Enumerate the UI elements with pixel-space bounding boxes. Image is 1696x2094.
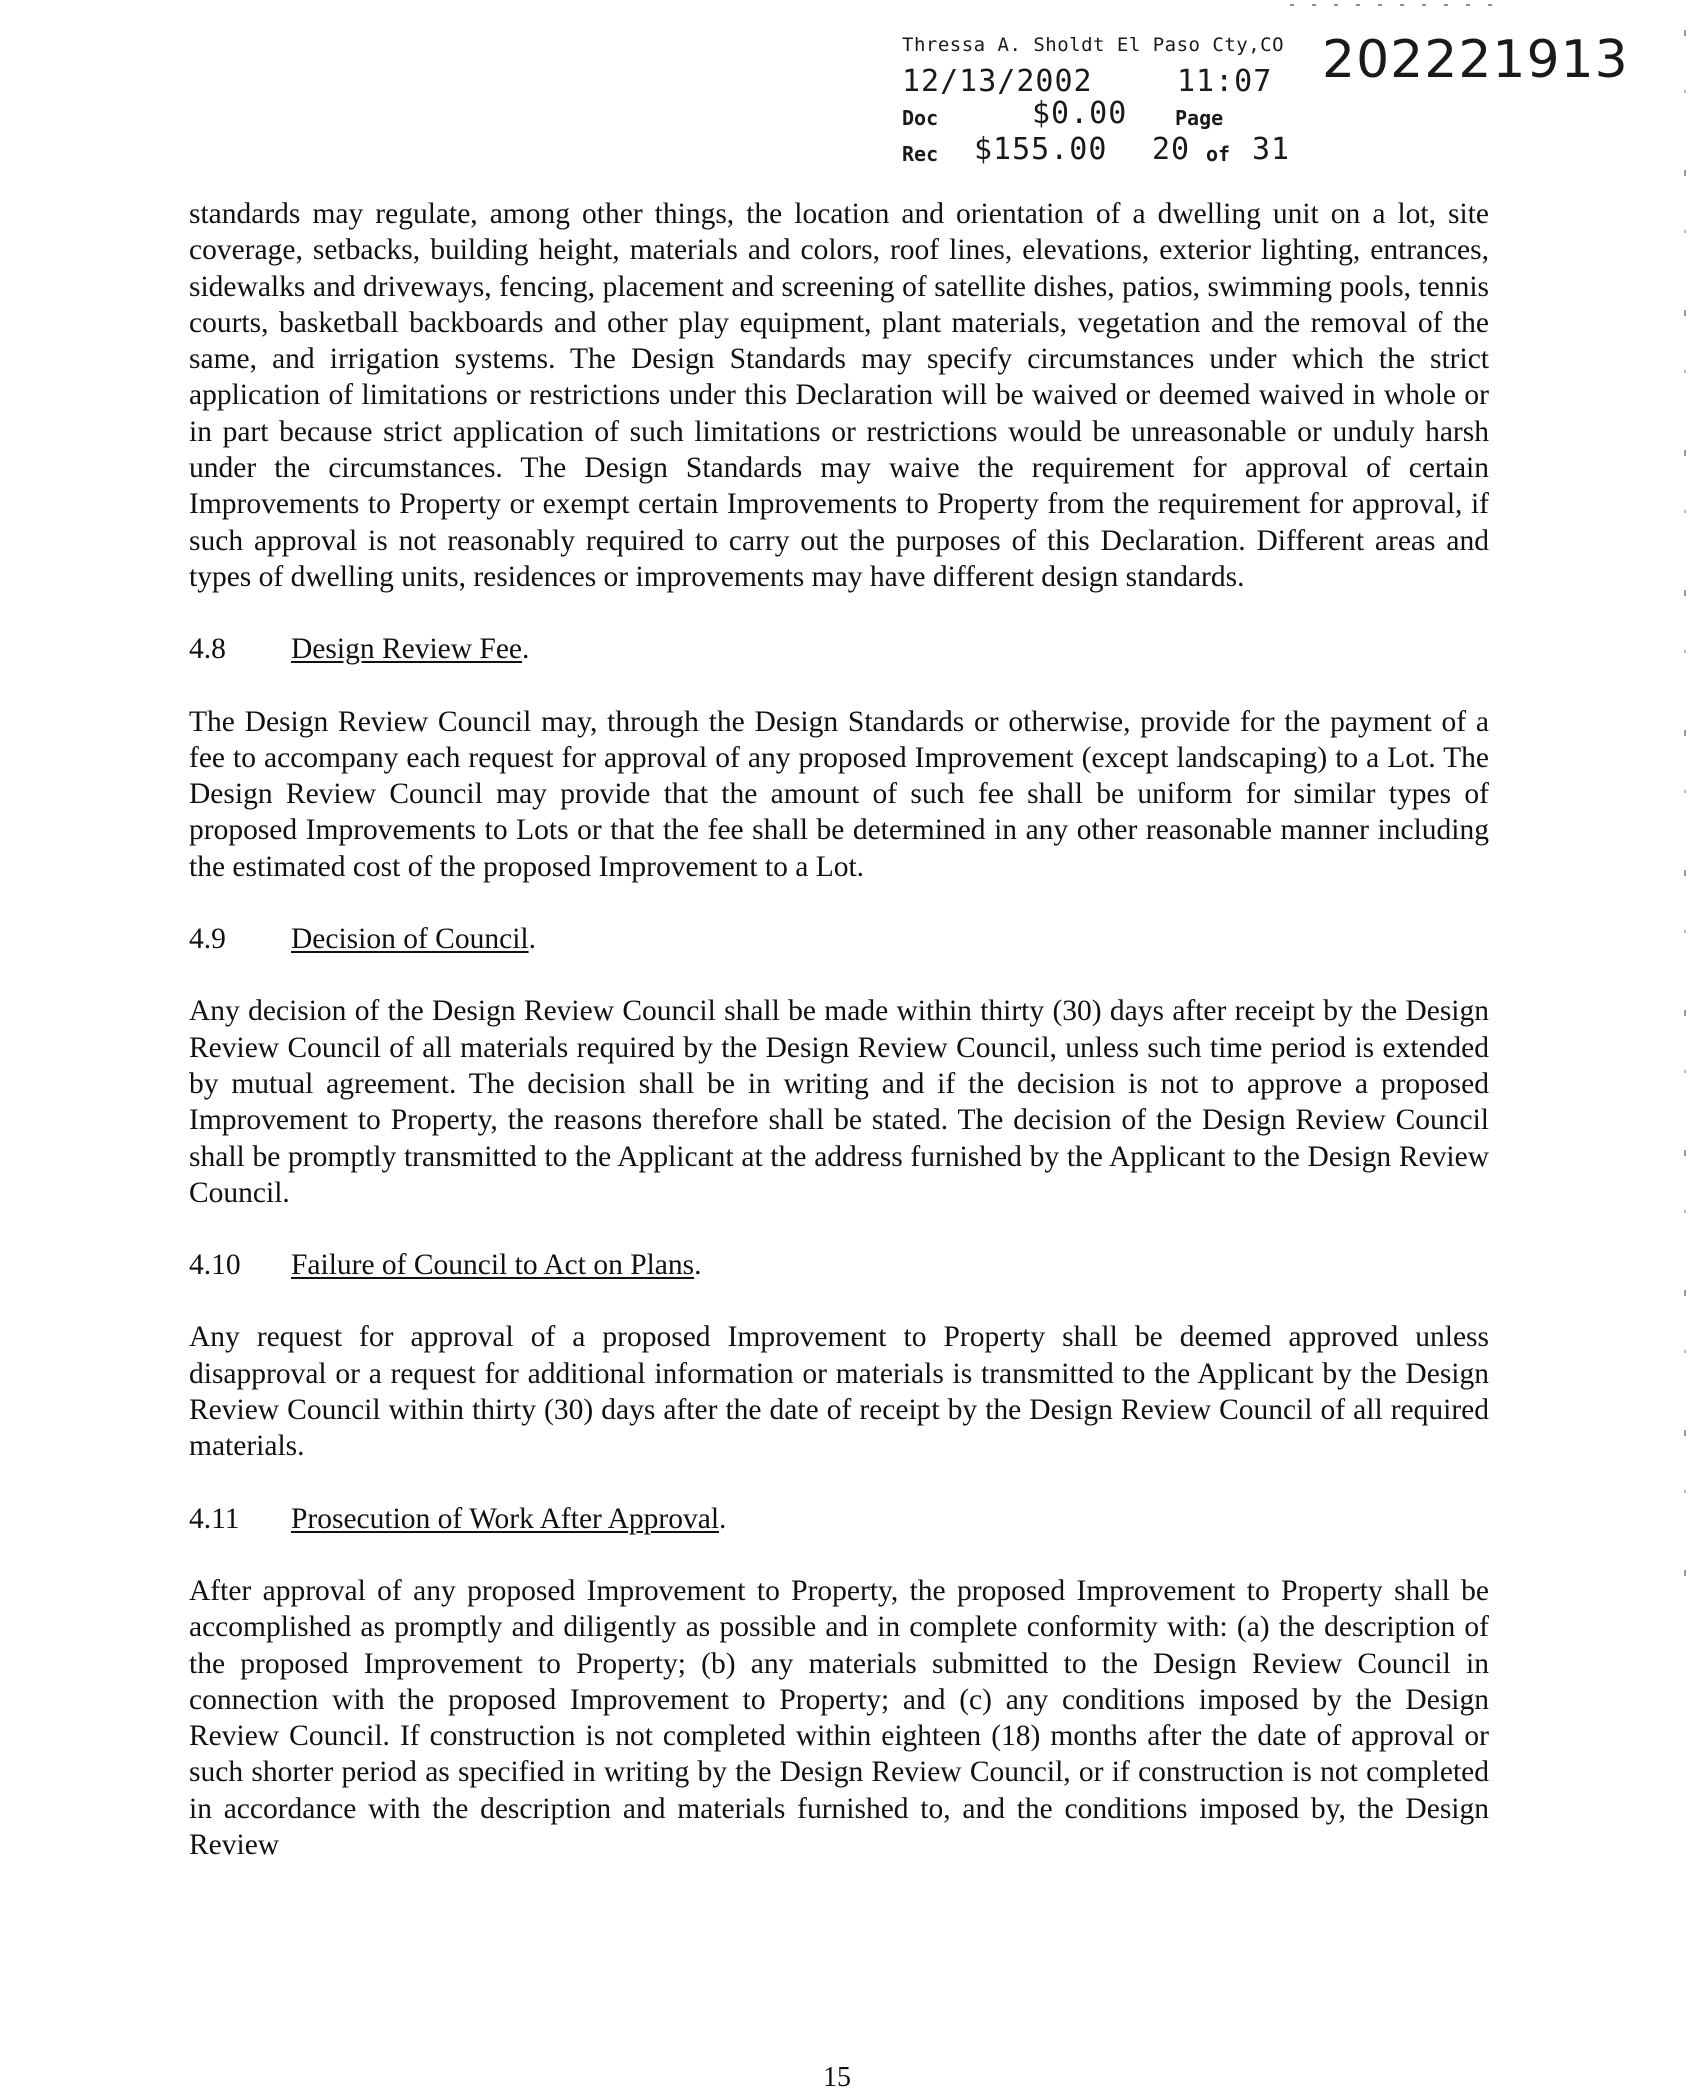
section-number: 4.11: [189, 1502, 240, 1535]
section-title: Design Review Fee: [291, 633, 523, 666]
stamp-rec-fee: $155.00: [974, 132, 1108, 167]
stamp-of-label: of: [1206, 142, 1231, 166]
section-heading: 4.11 Prosecution of Work After Approval.: [189, 1501, 1489, 1537]
stamp-doc-fee: $0.00: [1032, 96, 1128, 131]
stamp-time: 11:07: [1177, 64, 1273, 99]
section-paragraph: The Design Review Council may, through the Design Standards or otherwise, provide for the payment of a fee to accompany each request for approval of any proposed Improvement (except landscaping) to a Lot. The Design Review Council may provide that the amount of such fee shall be uniform for similar types of proposed Improvements to Lots or that the fee shall be determined in any other reasonable manner including the estimated cost of the proposed Improvement to a Lot.: [189, 705, 1489, 883]
stamp-page-label: Page: [1175, 106, 1224, 130]
stamp-recorder: Thressa A. Sholdt El Paso Cty,CO: [902, 34, 1285, 56]
stamp-page-number: 20: [1152, 132, 1191, 167]
section-heading: 4.8 Design Review Fee.: [189, 631, 1489, 667]
section-paragraph: Any request for approval of a proposed Improvement to Property shall be deemed approved unless disapproval or a request for additional information or materials is transmitted to the Applicant by the Design Review Council within thirty (30) days after the date of receipt by the Design Review Council of all required materials.: [189, 1321, 1489, 1463]
section-paragraph: After approval of any proposed Improvement to Property, the proposed Improvement to Property shall be accomplished as promptly and diligently as possible and in complete conformity with: (a) the description of the proposed Improvement to Property; (b) any materials submitted to the Design Review Council in connection with the proposed Improvement to Property; and (c) any conditions imposed by the Design Review Council. If construction is not completed within eighteen (18) months after the date of approval or such shorter period as specified in writing by the Design Review Council, or if construction is not completed in accordance with the description and materials furnished to, and the conditions imposed by, the Design Review: [189, 1574, 1489, 1861]
section-4-9: [189, 921, 1489, 1211]
page-number: 15: [823, 2062, 851, 2093]
scan-artifact-top: [1290, 4, 1510, 6]
section-number: 4.9: [189, 923, 226, 956]
section-heading: 4.10 Failure of Council to Act on Plans.: [189, 1247, 1489, 1283]
stamp-reception-number: 202221913: [1322, 30, 1629, 90]
section-title: Decision of Council: [291, 923, 529, 956]
section-4-10: [189, 1247, 1489, 1464]
stamp-rec-label: Rec: [902, 142, 939, 166]
section-heading: 4.9 Decision of Council.: [189, 921, 1489, 957]
section-title: Prosecution of Work After Approval: [291, 1502, 720, 1535]
stamp-doc-label: Doc: [902, 106, 939, 130]
stamp-date: 12/13/2002: [902, 64, 1093, 99]
recording-stamp: [902, 30, 1632, 180]
section-number: 4.8: [189, 633, 226, 666]
document-body: [189, 196, 1489, 1863]
stamp-page-total: 31: [1252, 132, 1291, 167]
section-number: 4.10: [189, 1249, 241, 1282]
section-4-11: [189, 1501, 1489, 1864]
section-paragraph: Any decision of the Design Review Council shall be made within thirty (30) days after receipt by the Design Review Council of all materials required by the Design Review Council, unless such time period is extended by mutual agreement. The decision shall be in writing and if the decision is not to approve a proposed Improvement to Property, the reasons therefore shall be stated. The decision of the Design Review Council shall be promptly transmitted to the Applicant at the address furnished by the Applicant to the Design Review Council.: [189, 995, 1489, 1209]
continuation-paragraph: standards may regulate, among other things, the location and orientation of a dwelling unit on a lot, site coverage, setbacks, building height, materials and colors, roof lines, elevations, exterior lighting, entrances, sidewalks and driveways, fencing, placement and screening of satellite dishes, patios, swimming pools, tennis courts, basketball backboards and other play equipment, plant materials, vegetation and the removal of the same, and irrigation systems. The Design Standards may specify circumstances under which the strict application of limitations or restrictions under this Declaration will be waived or deemed waived in whole or in part because strict application of such limitations or restrictions would be unreasonable or unduly harsh under the circumstances. The Design Standards may waive the requirement for approval of certain Improvements to Property or exempt certain Improvements to Property from the requirement for approval, if such approval is not reasonably required to carry out the purposes of this Declaration. Different areas and types of dwelling units, residences or improvements may have different design standards.: [189, 198, 1489, 593]
scan-artifact-edge: [1684, 30, 1686, 1630]
section-title: Failure of Council to Act on Plans: [291, 1249, 695, 1282]
section-4-8: [189, 631, 1489, 885]
